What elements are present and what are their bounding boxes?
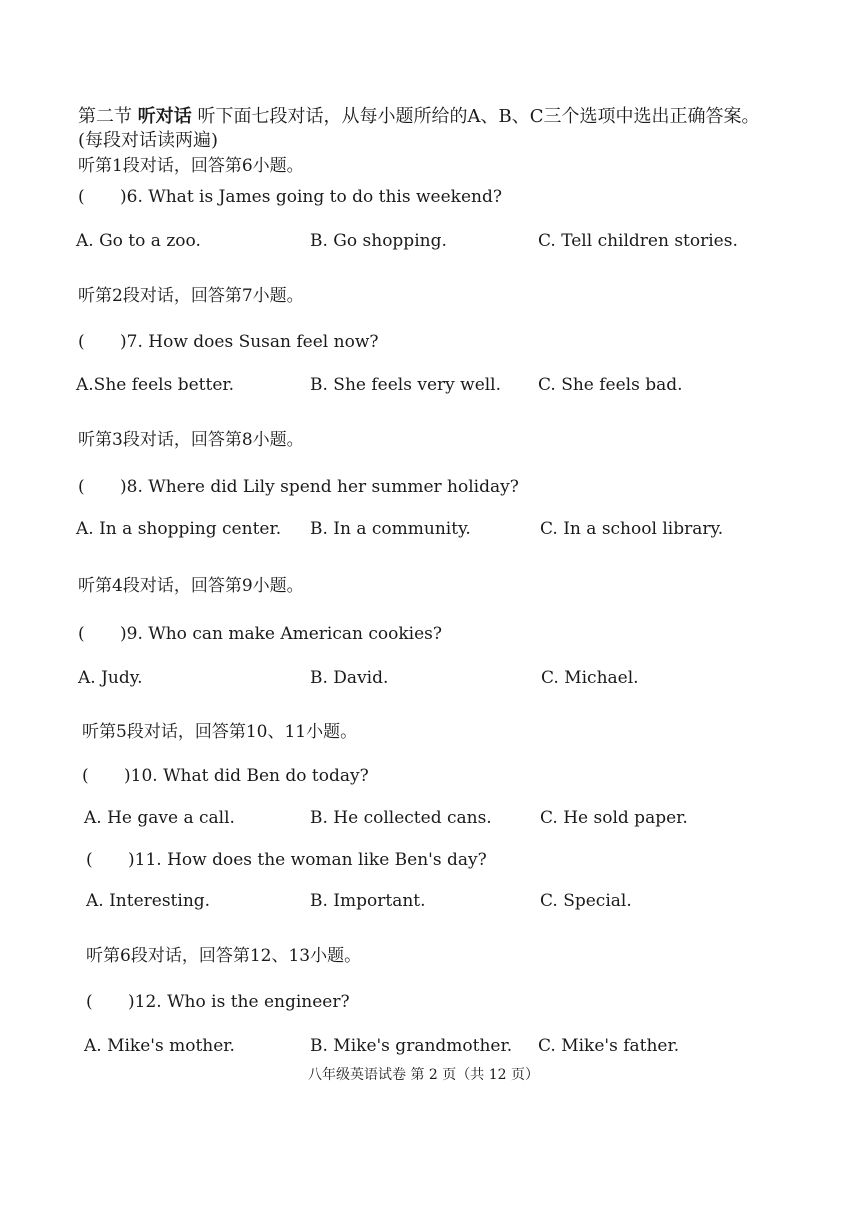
question-text: )6. What is James going to do this weekend?: [120, 187, 502, 207]
option-7-c: C. She feels bad.: [538, 375, 683, 395]
section-title: 听对话: [137, 106, 192, 127]
dialogue-prompt-5: 听第5段对话，回答第10、11小题。: [82, 722, 358, 742]
question-11: [86, 849, 487, 871]
answer-blank: (: [78, 187, 85, 207]
answer-blank: (: [78, 477, 85, 497]
option-9-a: A. Judy.: [78, 668, 143, 688]
answer-blank: (: [78, 332, 85, 352]
question-text: )10. What did Ben do today?: [124, 766, 369, 786]
page-footer: 八年级英语试卷 第 2 页（共 12 页）: [308, 1067, 539, 1083]
question-12: [86, 991, 350, 1013]
question-8: [78, 476, 519, 498]
section-label: 第二节: [78, 106, 132, 127]
dialogue-prompt-2: 听第2段对话，回答第7小题。: [78, 286, 304, 306]
question-text: )8. Where did Lily spend her summer holiday?: [120, 477, 519, 497]
question-6: [78, 186, 502, 208]
option-7-a: A.She feels better.: [76, 375, 235, 395]
option-9-b: B. David.: [310, 668, 389, 688]
answer-blank: (: [86, 850, 93, 870]
dialogue-prompt-6: 听第6段对话，回答第12、13小题。: [86, 946, 362, 966]
question-10: [82, 765, 369, 787]
option-12-b: B. Mike's grandmother.: [310, 1036, 513, 1056]
option-11-a: A. Interesting.: [86, 891, 211, 911]
option-12-a: A. Mike's mother.: [84, 1036, 235, 1056]
question-9: [78, 623, 442, 645]
option-6-a: A. Go to a zoo.: [76, 231, 201, 251]
question-7: [78, 331, 379, 353]
option-9-c: C. Michael.: [541, 668, 639, 688]
answer-blank: (: [86, 992, 93, 1012]
option-11-b: B. Important.: [310, 891, 426, 911]
answer-blank: (: [78, 624, 85, 644]
question-text: )11. How does the woman like Ben's day?: [128, 850, 487, 870]
question-text: )12. Who is the engineer?: [128, 992, 350, 1012]
question-text: )9. Who can make American cookies?: [120, 624, 443, 644]
option-12-c: C. Mike's father.: [538, 1036, 680, 1056]
option-10-b: B. He collected cans.: [310, 808, 492, 828]
option-11-c: C. Special.: [540, 891, 632, 911]
option-7-b: B. She feels very well.: [310, 375, 502, 395]
option-8-c: C. In a school library.: [540, 519, 724, 539]
option-8-b: B. In a community.: [310, 519, 471, 539]
option-6-c: C. Tell children stories.: [538, 231, 738, 251]
dialogue-prompt-1: 听第1段对话，回答第6小题。: [78, 156, 304, 176]
option-10-a: A. He gave a call.: [84, 808, 235, 828]
option-10-c: C. He sold paper.: [540, 808, 688, 828]
option-6-b: B. Go shopping.: [310, 231, 447, 251]
dialogue-prompt-4: 听第4段对话，回答第9小题。: [78, 576, 304, 596]
dialogue-prompt-3: 听第3段对话，回答第8小题。: [78, 430, 304, 450]
answer-blank: (: [82, 766, 89, 786]
option-8-a: A. In a shopping center.: [76, 519, 282, 539]
section-header: [78, 105, 778, 153]
question-text: )7. How does Susan feel now?: [120, 332, 379, 352]
section-instruction: 听下面七段对话，从每小题所给的A、B、C三个选项中选出正确答案。(每段对话读两遍): [78, 106, 760, 151]
